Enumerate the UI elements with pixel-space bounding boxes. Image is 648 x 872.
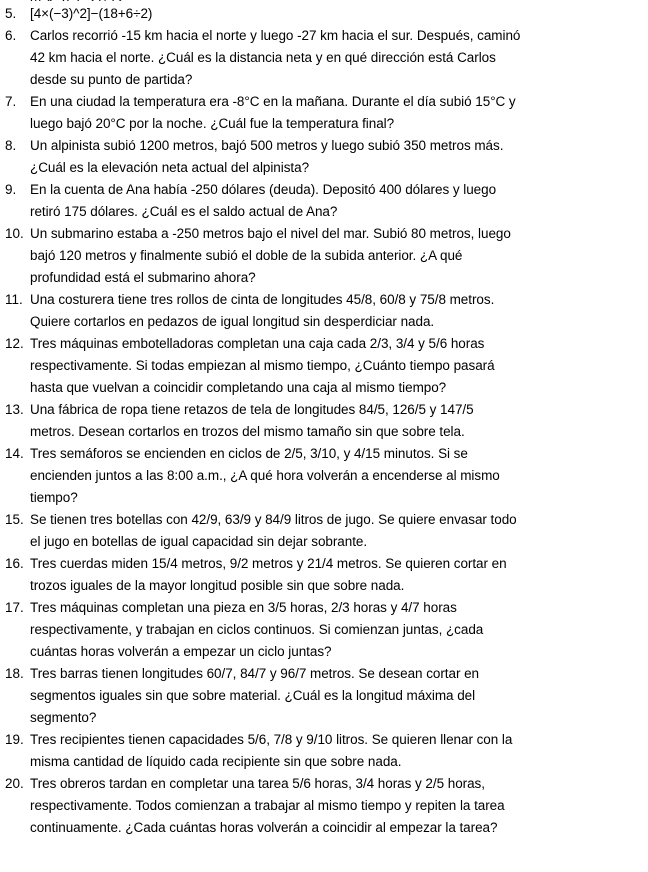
problem-text-line: respectivamente, y trabajan en ciclos continuos. Si comienzan juntas, ¿cada <box>30 622 484 637</box>
problem-text-line: misma cantidad de líquido cada recipiente sin que sobre nada. <box>30 754 402 769</box>
problem-number: 19. <box>5 732 24 747</box>
problem-number: 10. <box>5 226 24 241</box>
problem-text-line: luego bajó 20°C por la noche. ¿Cuál fue la temperatura final? <box>30 116 395 131</box>
problem-text-line: [4×(−3)^2]−(18+6÷2) <box>30 6 153 21</box>
problem-number: 18. <box>5 666 24 681</box>
problem-text-line: Tres cuerdas miden 15/4 metros, 9/2 metros y 21/4 metros. Se quieren cortar en <box>30 556 507 571</box>
problem-text-line: encienden juntos a las 8:00 a.m., ¿A qué hora volverán a encenderse al mismo <box>30 468 500 483</box>
problem-number: 11. <box>5 292 23 307</box>
problem-text-line: ¿Cuál es la elevación neta actual del alpinista? <box>30 160 310 175</box>
problem-text-line: respectivamente. Si todas empiezan al mismo tiempo, ¿Cuánto tiempo pasará <box>30 358 495 373</box>
problem-number: 6. <box>5 28 17 43</box>
problem-text-line: Una fábrica de ropa tiene retazos de tela de longitudes 84/5, 126/5 y 147/5 <box>30 402 474 417</box>
problem-text-line: Carlos recorrió -15 km hacia el norte y luego -27 km hacia el sur. Después, caminó <box>30 28 521 43</box>
problem-text-line: metros. Desean cortarlos en trozos del mismo tamaño sin que sobre tela. <box>30 424 465 439</box>
problem-text-line: hasta que vuelvan a coincidir completando una caja al mismo tiempo? <box>30 380 447 395</box>
problem-number: 12. <box>5 336 24 351</box>
problem-text-line: continuamente. ¿Cada cuántas horas volverán a coincidir al empezar la tarea? <box>30 820 498 835</box>
problem-text-line: Un alpinista subió 1200 metros, bajó 500 metros y luego subió 350 metros más. <box>30 138 504 153</box>
problem-text-line: trozos iguales de la mayor longitud posible sin que sobre nada. <box>30 578 405 593</box>
problem-text-line: Tres semáforos se encienden en ciclos de 2/5, 3/10, y 4/15 minutos. Si se <box>30 446 468 461</box>
problem-text-line: Quiere cortarlos en pedazos de igual longitud sin desperdiciar nada. <box>30 314 435 329</box>
problem-text-line: retiró 175 dólares. ¿Cuál es el saldo actual de Ana? <box>30 204 338 219</box>
problem-number: 13. <box>5 402 24 417</box>
problem-text-line: el jugo en botellas de igual capacidad sin dejar sobrante. <box>30 534 368 549</box>
problem-number: 7. <box>5 94 17 109</box>
problem-number: 8. <box>5 138 17 153</box>
problem-text-line: tiempo? <box>30 490 78 505</box>
problem-number: 16. <box>5 556 24 571</box>
problem-text-line: desde su punto de partida? <box>30 72 193 87</box>
problem-text-line: bajó 120 metros y finalmente subió el doble de la subida anterior. ¿A qué <box>30 248 463 263</box>
problem-text-line: respectivamente. Todos comienzan a trabajar al mismo tiempo y repiten la tarea <box>30 798 505 813</box>
problem-text-line: Tres recipientes tienen capacidades 5/6, 7/8 y 9/10 litros. Se quieren llenar con la <box>30 732 513 747</box>
problem-text-line: profundidad está el submarino ahora? <box>30 270 256 285</box>
problem-text-line: Tres barras tienen longitudes 60/7, 84/7 y 96/7 metros. Se desean cortar en <box>30 666 480 681</box>
problem-text-line: segmentos iguales sin que sobre material. ¿Cuál es la longitud máxima del <box>30 688 476 703</box>
problem-text-line: En una ciudad la temperatura era -8°C en la mañana. Durante el día subió 15°C y <box>30 94 516 109</box>
problem-text-line: Un submarino estaba a -250 metros bajo el nivel del mar. Subió 80 metros, luego <box>30 226 511 241</box>
problem-number: 9. <box>5 182 17 197</box>
problem-text-line: En la cuenta de Ana había -250 dólares (deuda). Depositó 400 dólares y luego <box>30 182 497 197</box>
problem-text-line: Tres obreros tardan en completar una tarea 5/6 horas, 3/4 horas y 2/5 horas, <box>30 776 485 791</box>
problem-number: 15. <box>5 512 24 527</box>
problem-text-line: Tres máquinas completan una pieza en 3/5 horas, 2/3 horas y 4/7 horas <box>30 600 457 615</box>
problem-text-line: segmento? <box>30 710 97 725</box>
problem-text-line: cuántas horas volverán a empezar un ciclo juntas? <box>30 644 332 659</box>
problem-number: 17. <box>5 600 24 615</box>
problem-number: 14. <box>5 446 24 461</box>
problem-text-line: 42 km hacia el norte. ¿Cuál es la distancia neta y en qué dirección está Carlos <box>30 50 496 65</box>
problem-number: 5. <box>5 6 17 21</box>
cut-off-previous-line <box>30 0 124 1</box>
problem-text-line: Se tienen tres botellas con 42/9, 63/9 y 84/9 litros de jugo. Se quiere envasar todo <box>30 512 517 527</box>
problem-number: 20. <box>5 776 24 791</box>
problem-text-line: Tres máquinas embotelladoras completan una caja cada 2/3, 3/4 y 5/6 horas <box>30 336 485 351</box>
problem-text-line: Una costurera tiene tres rollos de cinta de longitudes 45/8, 60/8 y 75/8 metros. <box>30 292 495 307</box>
